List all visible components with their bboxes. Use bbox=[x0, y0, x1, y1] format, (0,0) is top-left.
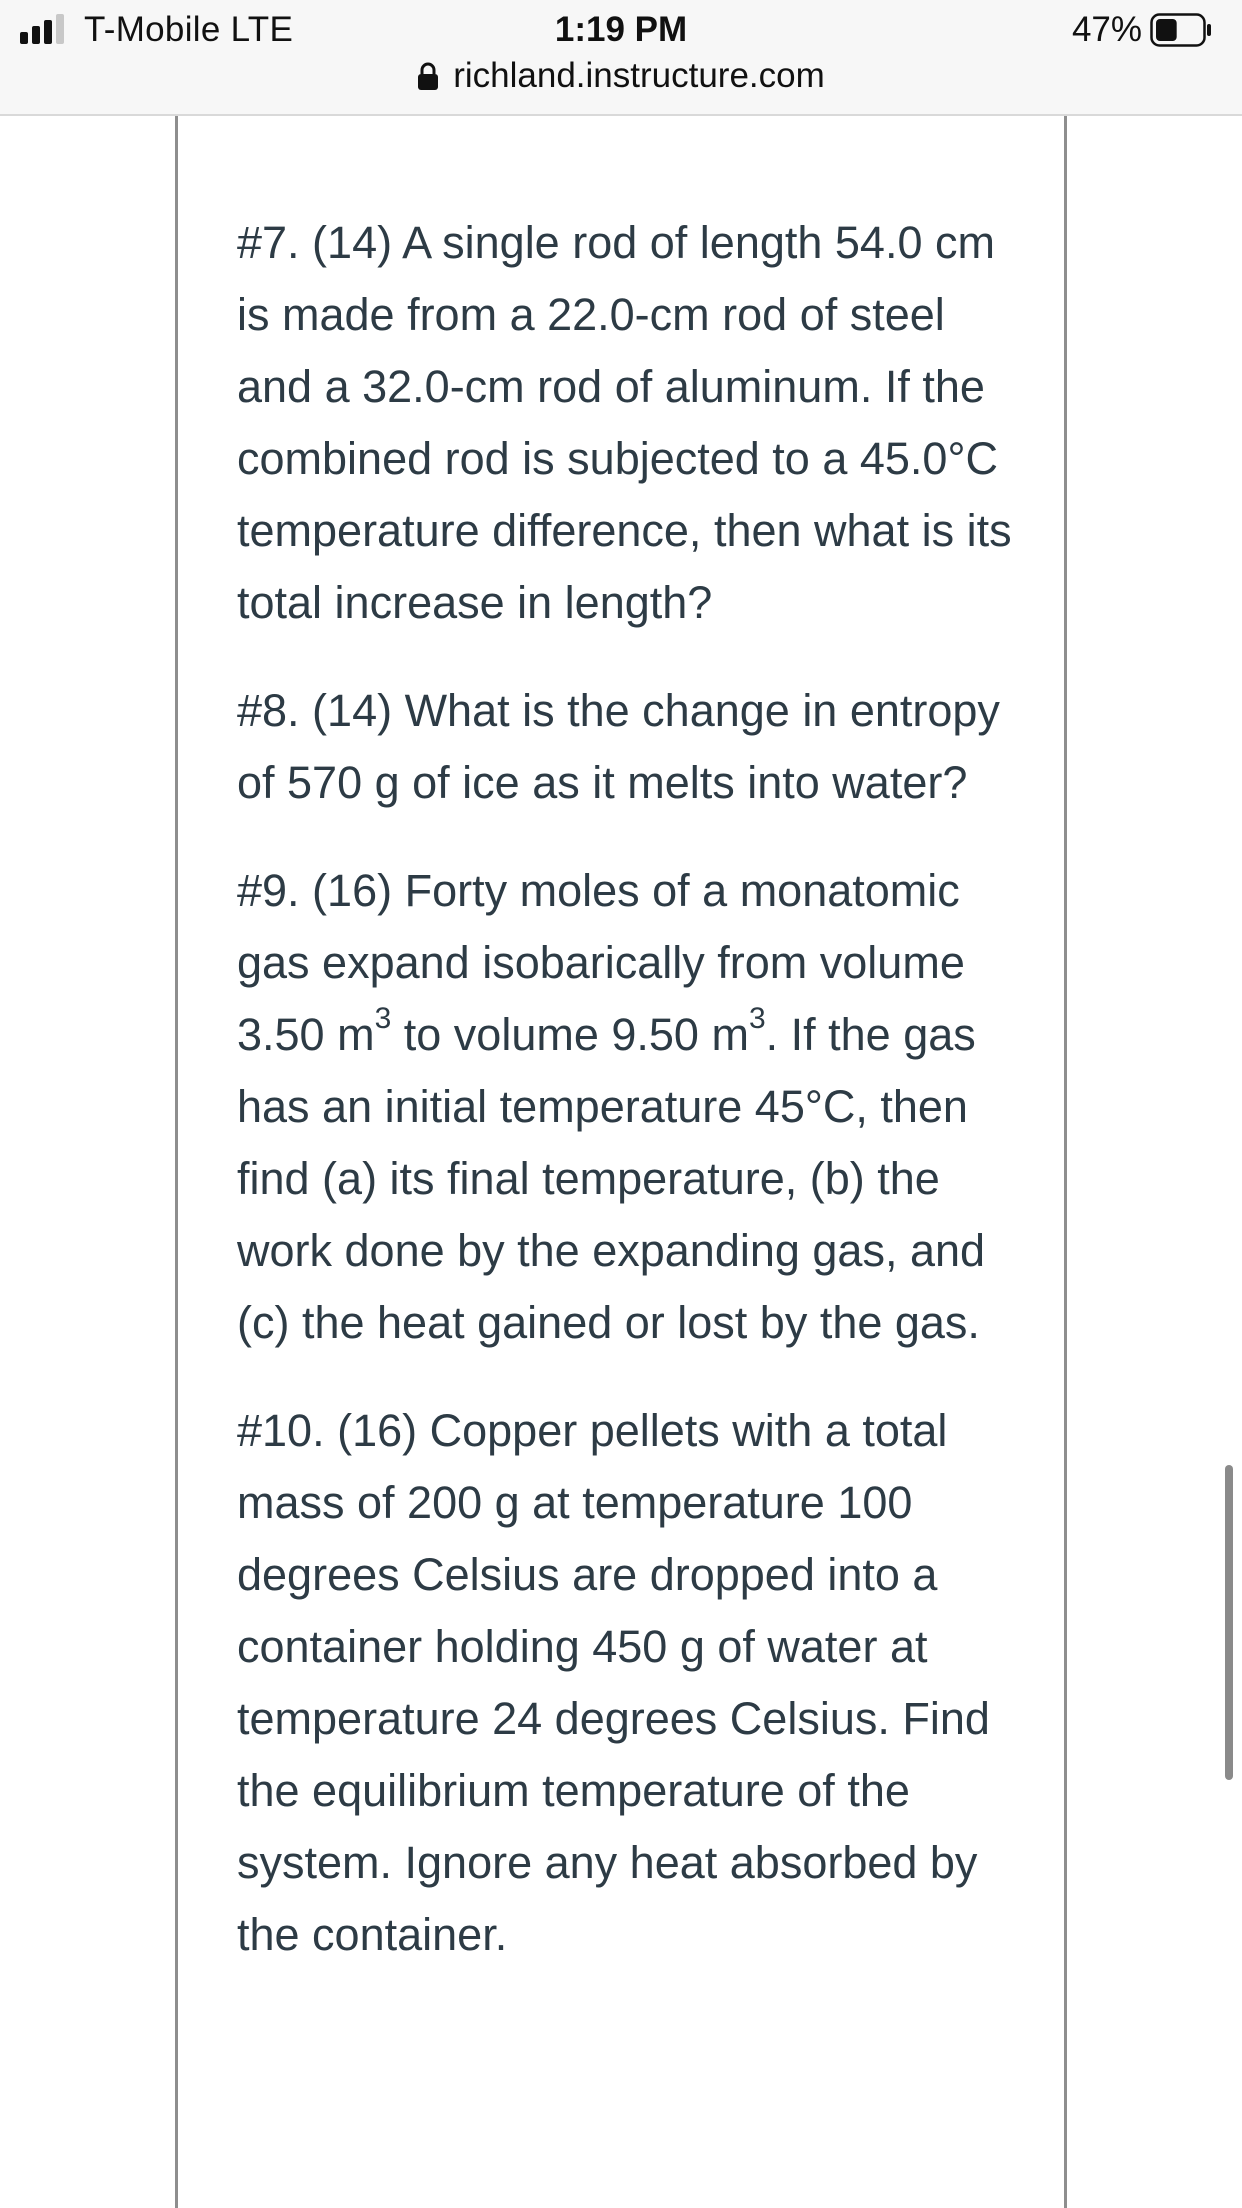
question-9-part-2: to volume 9.50 m bbox=[391, 1009, 749, 1060]
superscript-3: 3 bbox=[374, 1002, 392, 1035]
battery-percent: 47% bbox=[1071, 10, 1142, 49]
question-8: #8. (14) What is the change in entropy of 570 g of ice as it melts into water? bbox=[237, 685, 1000, 808]
question-9-part-3: . If the gas has an initial temperature 45°C, then find (a) its final temperature, (b) the work done by the expanding gas, and (c) the heat gained or lost by the gas. bbox=[237, 1009, 986, 1348]
url-text: richland.instructure.com bbox=[453, 56, 825, 95]
clock: 1:19 PM bbox=[554, 10, 688, 49]
question-9-part-1: #9. (16) Forty moles of a monatomic gas expand isobarically from volume 3.50 m bbox=[237, 865, 965, 1060]
quiz-content bbox=[237, 207, 1027, 2007]
scrollbar-thumb[interactable] bbox=[1225, 1465, 1233, 1780]
battery-icon bbox=[1150, 13, 1212, 47]
address-bar[interactable] bbox=[0, 56, 1242, 96]
browser-top-bar bbox=[0, 0, 1242, 116]
lock-icon bbox=[417, 61, 439, 91]
question-9 bbox=[237, 855, 1027, 1359]
question-7: #7. (14) A single rod of length 54.0 cm is made from a 22.0-cm rod of steel and a 32.0-cm rod of aluminum. If the combined rod is subjected to a 45.0°C temperature difference, then what is its total increase in length? bbox=[237, 217, 1012, 628]
carrier-label: T-Mobile LTE bbox=[84, 10, 294, 49]
superscript-3: 3 bbox=[748, 1002, 766, 1035]
question-10: #10. (16) Copper pellets with a total mass of 200 g at temperature 100 degrees Celsius are dropped into a container holding 450 g of water at temperature 24 degrees Celsius. Find the equilibrium temperature of the system. Ignore any heat absorbed by the container. bbox=[237, 1405, 990, 1960]
